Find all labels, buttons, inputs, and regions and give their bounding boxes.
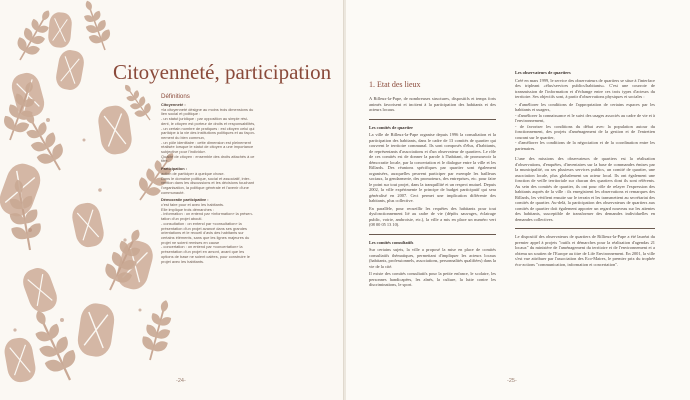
page-number-right: -25- xyxy=(507,378,517,384)
list-item: - d'améliorer les conditions de l'appropriation de certains espaces par les habitants et usagers, xyxy=(515,101,655,112)
definition-line: tation d'un projet abouti. xyxy=(161,216,203,222)
definition-line: «la citoyenneté désigne au moins trois dimensions du xyxy=(161,106,254,112)
section-title: 1. Etat des lieux xyxy=(369,80,421,89)
right-page-column-1 xyxy=(369,80,496,290)
subheading-comites-quartier: Les comités de quartier xyxy=(369,124,414,130)
definition-line: réalisée lorsque le statut de citoyen a une importance xyxy=(161,144,254,150)
definitions-box xyxy=(161,93,303,264)
definition-line: lien social et politique : xyxy=(161,111,201,117)
definition-line: - information : on entend par «information» la présen- xyxy=(161,211,253,217)
definition-line: l'organisation, la politique générale et l'avenir d'une xyxy=(161,184,249,190)
section-divider xyxy=(369,119,496,120)
paragraph: Il existe des comités consultatifs pour la petite enfance, le scolaire, les personnes handicapées, les aînés, la culture, la lutte contre les discriminations, le sport. xyxy=(369,271,496,287)
definition-line: - un statut juridique : par opposition au simple rési- xyxy=(161,116,249,122)
definition-line: dent, le citoyen est porteur de droits et responsabilités, xyxy=(161,120,256,126)
definition-line: projet avec les habitants. xyxy=(161,258,205,264)
definition-line: - concertation : on entend par «concertation» la xyxy=(161,244,243,250)
paragraph: Sur certains sujets, la ville a proposé la mise en place de comités consultatifs thématiques, permettant d'impliquer les acteurs locaux (habitants, professionnels, associations, personnalités qualifiées) dans la vie de la cité. xyxy=(369,247,496,269)
definition-line: - un certain nombre de pratiques : est citoyen celui qui xyxy=(161,125,255,131)
definition-term-democratie: Démocratie participative : xyxy=(161,197,209,203)
definition-line: - un pôle identitaire : cette dimension est pleinement xyxy=(161,139,251,145)
definition-line: subjective pour l'individu». xyxy=(161,149,207,155)
definition-line: Elle implique trois démarches : xyxy=(161,206,214,212)
intro-paragraph: A Rilleux-la-Pape, de nombreuses structures, dispositifs et temps forts animés favorisent et incitent à la participation des habitants et des acteurs locaux. xyxy=(369,96,496,112)
left-page xyxy=(0,0,344,400)
definition-line: présentation d'un projet avancé dans ses grandes xyxy=(161,225,247,231)
definition-line: c'est faire pour et avec les habitants. xyxy=(161,202,225,208)
definition-line: options de base ne soient calées, pour construire le xyxy=(161,253,250,259)
subheading-observateurs: Les observateurs de quartiers xyxy=(515,70,571,75)
definition-line: participe à la vie des institutions politiques et au façon- xyxy=(161,130,256,136)
paragraph: Créé en mars 1999, le service des observateurs de quartiers se situe à l'interface des tripleant «élus/services publics/habitants». C'est une courroie de transmission de l'information et d'échange entre ces trois types d'acteurs du territoire. Ses objectifs sont, à partir d'observations physiques et sociales : xyxy=(515,77,655,99)
section-divider xyxy=(515,228,655,229)
definition-line: nement du bien commun, xyxy=(161,134,205,140)
definition-line: titre. xyxy=(161,158,169,164)
subheading-comites-consultatifs: Les comités consultatifs xyxy=(369,239,414,245)
paragraph: En parallèle, pour recueillir les requêtes des habitants pour tout dysfonctionnement lié au cadre de vie (dépôts sauvages, éclairage public, voirie, ambroisie, etc.), la ville a mis en place un numéro vert (08 00 05 13 10). xyxy=(369,205,496,227)
definition-line: projet ne soient remises en cause xyxy=(161,239,220,245)
list-item: - de favoriser les conditions du débat avec la population autour du fonctionnement, des projets d'aménagement de la gestion et de l'entretien courant sur le quartier, xyxy=(515,123,655,140)
list-item: - d'améliorer la connaissance et le suivi des usages associés au cadre de vie et à l'environnement, xyxy=(515,112,655,123)
paragraph: La ville de Rilleux-la-Pape organise depuis 1996 la consultation et la participation des habitants, dans le cadre de 13 comités de quartier qui couvrent le territoire communal. Ils sont composés d'élus, d'habitants, de représentants d'associations et d'un observateur de quartiers. Le rôle de ces comités est de donner la parole à l'habitant, de promouvoir la démocratie locale, par la concertation et le dialogue entre la ville et les Rillards. Des réunions spécifiques par quartier sont également organisées, auxquelles peuvent participer par exemple les bailleurs sociaux, la gendarmerie, des promoteurs, des entreprises, etc. pour faire le point sur tout projet, dans la tranquillité et un respect mutuel. Depuis 2002, la ville expérimente le principe de budget participatif qui sera généralisé en 2007. Ceci permet une implication différente des habitants, plus collective. xyxy=(369,132,496,203)
definition-line: communauté. xyxy=(161,189,185,195)
right-page-column-2 xyxy=(515,67,655,269)
definition-line: présentation d'un projet en amont, avant que les xyxy=(161,249,245,255)
definition-term-citoyennete: Citoyenneté : xyxy=(161,102,186,107)
list-item: - d'améliorer les conditions de la négociation et de la coordination entre les partenaires. xyxy=(515,140,655,151)
page-number-left: -24- xyxy=(176,378,186,384)
definition-term-participation: Participation : xyxy=(161,166,187,172)
definitions-heading: Définitions xyxy=(161,93,190,100)
definition-line: - consultation : on entend par «consultation» la xyxy=(161,220,242,226)
definition-line: Qualité de citoyen : ensemble des droits attachés à ce xyxy=(161,153,255,159)
definition-line: certains éléments, sans que les lignes majeures du xyxy=(161,234,250,240)
closing-paragraph: Le dispositif des observateurs de quartiers de Rillieux-la-Pape a été lauréat du premier appel à projets "outils et démarches pour la réalisation d'agendas 21 locaux" du ministère de l'aménagement du territoire et de l'environnement et a obtenu un soutien de l'Europe au titre de Life Environnement. En 2001, la ville s'est vue attribuer par l'association des Eco-Maires, le premier prix du trophée éco-actions "communication, information et concertation". xyxy=(515,234,655,267)
section-divider xyxy=(369,234,496,235)
definition-line: vention dans les discussions et les décisions touchant xyxy=(161,180,254,186)
definition-line: action de participer à quelque chose. xyxy=(161,170,225,176)
page-title: Citoyenneté, participation xyxy=(113,60,332,84)
definition-line: Dans le domaine politique, social et associatif, inter- xyxy=(161,175,251,181)
definition-line: orientations et le recueil d'avis des habitants sur xyxy=(161,230,244,236)
paragraph: L'une des missions des observateurs de quartiers est la réalisation d'observations, d'enquêtes, d'inventaires sur la base de commandes émises par la municipalité, ou ses plusieurs services publics, un comité de quartier, une association locale, plus globalement un acteur local. Ils ont également une fonction de veille territoriale sur chacun des quartiers dont ils sont référents. Au sein des comités de quartier, ils ont pour rôle de relayer l'expression des habitants auprès de la ville : ils enregistrent les observations et remarques des Rillards, les vérifient ensuite sur le terrain et les transmettent au secrétariat des comités de quartier. Au-delà, la participation des observateurs de quartiers aux comités de quartier doit également apporter un regard nouveau sur les attentes des habitants, susceptible de transformer des demandes individuelles en demandes collectives. xyxy=(515,156,655,222)
